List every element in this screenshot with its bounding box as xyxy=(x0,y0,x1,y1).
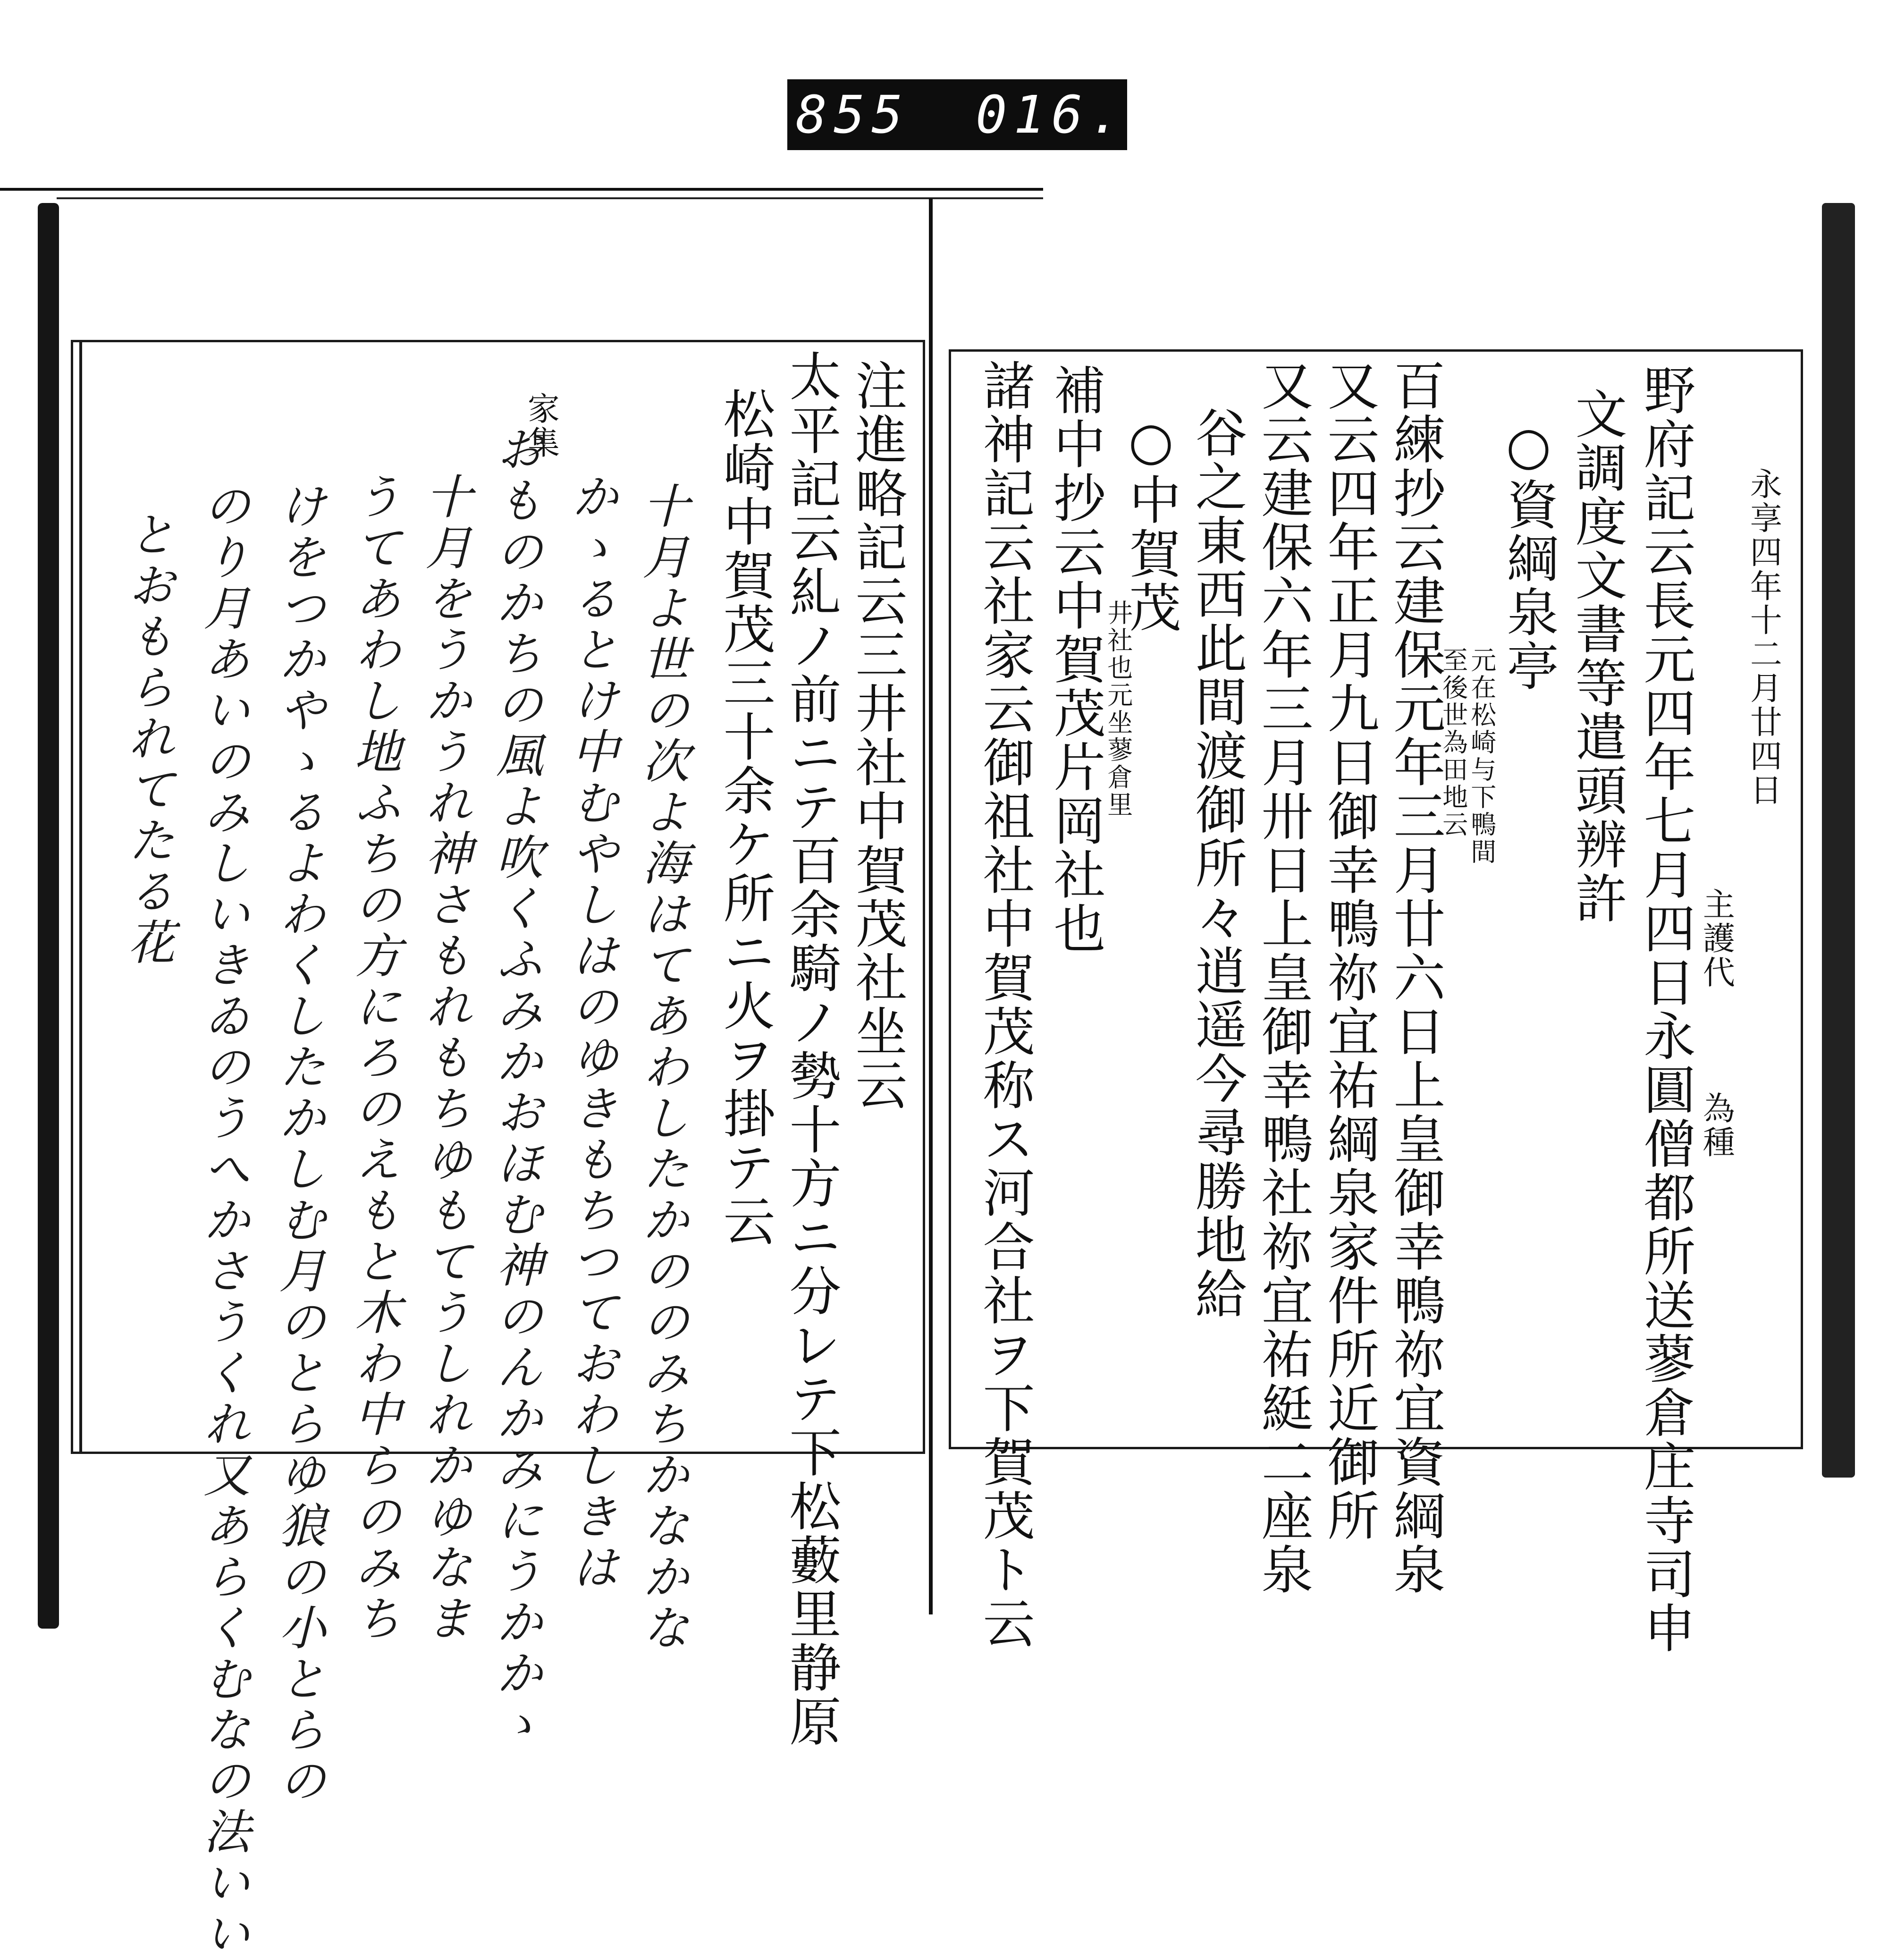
right-col-5: 又云四年正月九日御幸鴨祢宜祐綱泉家件所近御所 xyxy=(1319,359,1380,1543)
left-poem-3: おものかちの風よ吹くふみかおほむ神のんかみにうかかゝ xyxy=(488,425,543,1750)
left-poem-1: 十月よ世の次よ海はてあわしたかののみちかなかな xyxy=(634,482,690,1654)
right-col-8: ○中賀茂 xyxy=(1121,411,1181,634)
right-col-10: 諸神記云社家云御祖社中賀茂称ス河合社ヲ下賀茂ト云 xyxy=(974,359,1035,1650)
right-col-1: 野府記云長元四年七月四日永圓僧都所送蓼倉庄寺司申 xyxy=(1635,363,1696,1655)
book-top-edge xyxy=(57,197,1043,199)
right-note-1: 元在松崎与下鴨間 xyxy=(1467,647,1497,866)
left-poem-4: 十月をうかうれ神さもれもちゆもてうしれかゆなま xyxy=(417,472,472,1645)
left-poem-2: かゝるとけ中むやしはのゆきもちつておわしきは xyxy=(564,472,619,1594)
left-poem-6: けをつかやゝるよわくしたかしむ月のとらゆ狼の小とらの xyxy=(271,482,326,1807)
id-label xyxy=(787,79,1127,150)
left-col-kashu: 家集 xyxy=(522,392,560,460)
right-col-date: 永享四年十二月廿四日 xyxy=(1745,467,1782,807)
right-col-9: 補中抄云中賀茂片岡社也 xyxy=(1045,363,1106,955)
left-poem-5: うてあわし地ふちの方にろのえもと木わ中らのみち xyxy=(346,472,402,1645)
right-col-4: 百練抄云建保元年三月廿六日上皇御幸鴨祢宜資綱泉 xyxy=(1385,359,1446,1597)
left-page-inner-line xyxy=(79,342,82,1452)
left-col-2: 太平記云糺ノ前ニテ百余騎ノ勢十方ニ分レテ下松藪里静原 xyxy=(781,349,842,1749)
left-spine xyxy=(38,203,59,1629)
left-poem-8: とおもられてたる花 xyxy=(120,510,175,969)
right-note-2: 至後世為田地云 xyxy=(1438,647,1468,838)
top-rule xyxy=(0,188,1043,191)
right-col-official: 主護代 為種 xyxy=(1697,887,1735,1159)
right-spine xyxy=(1822,203,1855,1478)
id-label-left: 855 xyxy=(796,84,910,145)
left-col-3: 松崎中賀茂三十余ケ所ニ火ヲ掛テ云 xyxy=(715,387,775,1248)
center-gutter xyxy=(929,198,933,1614)
right-col-7: 谷之東西此間渡御所々逍遥今尋勝地給 xyxy=(1187,406,1247,1321)
right-col-3: ○資綱泉亭 xyxy=(1498,415,1559,693)
right-note-3: 井社也元坐蓼倉里 xyxy=(1103,600,1133,819)
right-col-6: 又云建保六年三月卅日上皇御幸鴨社祢宜祐綎二座泉 xyxy=(1253,359,1314,1597)
id-label-right: 016. xyxy=(976,84,1127,145)
left-poem-7: のり月あいのみしいきゐのうへかさうくれ又あらくむなの法いい xyxy=(195,482,251,1960)
right-col-2: 文調度文書等遣頭辨許 xyxy=(1567,387,1627,925)
left-col-1: 注進略記云三井社中賀茂社坐云 xyxy=(847,359,908,1112)
